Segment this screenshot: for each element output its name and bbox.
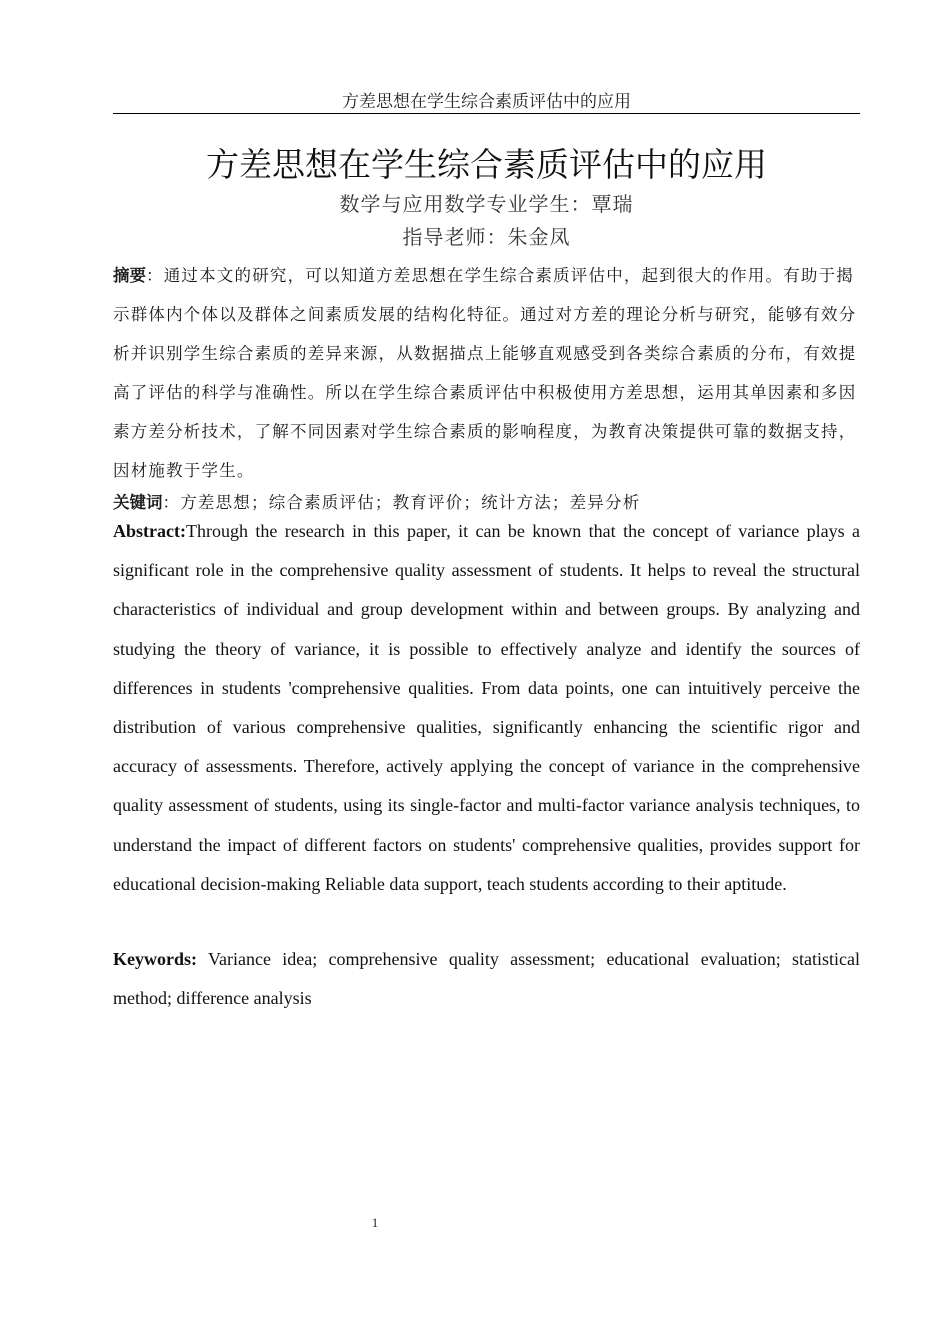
english-keywords-label: Keywords: (113, 949, 197, 969)
chinese-abstract-separator: ： (146, 266, 164, 285)
english-abstract (113, 512, 860, 904)
advisor-line: 指导老师：朱金凤 (402, 225, 571, 249)
chinese-abstract-label: 摘要 (113, 266, 146, 285)
paper-title: 方差思想在学生综合素质评估中的应用 (206, 145, 767, 184)
chinese-keywords-label: 关键词 (113, 493, 163, 512)
chinese-abstract (113, 256, 860, 490)
author-line: 数学与应用数学专业学生：覃瑞 (339, 192, 634, 216)
chinese-abstract-text: 通过本文的研究，可以知道方差思想在学生综合素质评估中，起到很大的作用。有助于揭示群体内个体以及群体之间素质发展的结构化特征。通过对方差的理论分析与研究，能够有效分析并识别学生综合素质的差异来源，从数据描点上能够直观感受到各类综合素质的分布，有效提高了评估的科学与准确性。所以在学生综合素质评估中积极使用方差思想，运用其单因素和多因素方差分析技术，了解不同因素对学生综合素质的影响程度，为教育决策提供可靠的数据支持，因材施教于学生。 (113, 266, 857, 480)
running-header: 方差思想在学生综合素质评估中的应用 (113, 91, 860, 114)
english-keywords (113, 940, 860, 1018)
english-abstract-label: Abstract: (113, 521, 186, 541)
chinese-keywords-text: 方差思想；综合素质评估；教育评价；统计方法；差异分析 (180, 493, 641, 512)
english-keywords-text: Variance idea; comprehensive quality assessment; educational evaluation; statistical method; difference analysis (113, 949, 860, 1009)
chinese-keywords-separator: ： (162, 493, 181, 512)
page-number: 1 (371, 1215, 379, 1230)
english-abstract-text: Through the research in this paper, it can be known that the concept of variance plays a significant role in the comprehensive quality assessment of students. It helps to reveal the structural characteristics of individual and group development within and between groups. By analyzing and studying the theory of variance, it is possible to effectively analyze and identify the sources of differences in students 'comprehensive qualities. From data points, one can intuitively perceive the distribution of various comprehensive qualities, significantly enhancing the scientific rigor and accuracy of assessments. Therefore, actively applying the concept of variance in the comprehensive quality assessment of students, using its single-factor and multi-factor variance analysis techniques, to understand the impact of different factors on students' comprehensive qualities, provides support for educational decision-making Reliable data support, teach students according to their aptitude. (113, 521, 860, 894)
